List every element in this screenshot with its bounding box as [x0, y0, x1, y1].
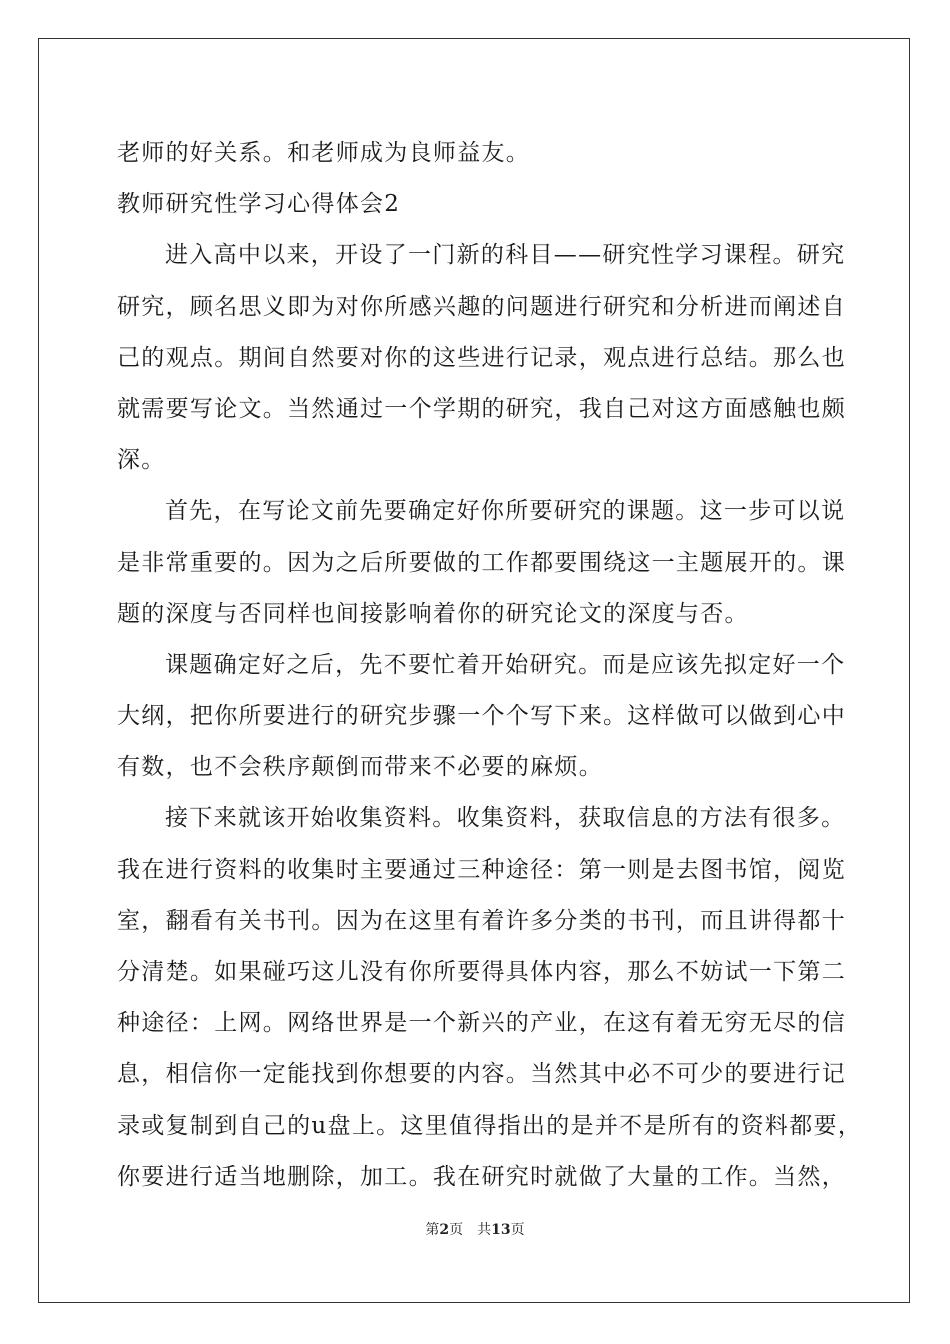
- footer-page-prefix: 第: [425, 1222, 440, 1238]
- text-line: 深。: [117, 447, 166, 474]
- text-line: 老师的好关系。和老师成为良师益友。: [117, 140, 531, 166]
- text-line: 是非常重要的。因为之后所要做的工作都要围绕这一主题展开的。课: [117, 549, 846, 576]
- text-line: 息，相信你一定能找到你想要的内容。当然其中必不可少的要进行记: [117, 1061, 846, 1088]
- text-line: 就需要写论文。当然通过一个学期的研究，我自己对这方面感触也颇: [117, 395, 846, 422]
- document-body: [117, 128, 863, 1203]
- text-line: 教师研究性学习心得体会2: [117, 191, 401, 218]
- text-line: 进入高中以来，开设了一门新的科目——研究性学习课程。研究: [165, 242, 846, 269]
- text-line: 室，翻看有关书刊。因为在这里有着许多分类的书刊，而且讲得都十: [117, 907, 846, 934]
- text-line: 录或复制到自己的u盘上。这里值得指出的是并不是所有的资料都要，: [117, 1112, 863, 1139]
- text-line: 首先，在写论文前先要确定好你所要研究的课题。这一步可以说: [165, 498, 846, 525]
- text-line: 课题确定好之后，先不要忙着开始研究。而是应该先拟定好一个: [165, 651, 846, 678]
- footer-total-suffix: 页: [510, 1222, 525, 1238]
- page-footer: [0, 1219, 950, 1239]
- footer-total-prefix: 共: [477, 1222, 492, 1238]
- text-line: 你要进行适当地删除，加工。我在研究时就做了大量的工作。当然，: [117, 1163, 846, 1190]
- text-line: 我在进行资料的收集时主要通过三种途径：第一则是去图书馆，阅览: [117, 856, 846, 883]
- text-line: 分清楚。如果碰巧这儿没有你所要得具体内容，那么不妨试一下第二: [117, 959, 846, 985]
- text-line: 接下来就该开始收集资料。收集资料，获取信息的方法有很多。: [165, 805, 846, 832]
- text-line: 题的深度与否同样也间接影响着你的研究论文的深度与否。: [117, 600, 749, 627]
- footer-total-pages: 13: [491, 1222, 511, 1238]
- text-line: 有数，也不会秩序颠倒而带来不必要的麻烦。: [117, 754, 603, 781]
- footer-page-suffix: 页: [449, 1222, 464, 1238]
- text-line: 大纲，把你所要进行的研究步骤一个个写下来。这样做可以做到心中: [117, 703, 846, 730]
- text-line: 种途径：上网。网络世界是一个新兴的产业，在这有着无穷无尽的信: [117, 1010, 846, 1037]
- text-line: 己的观点。期间自然要对你的这些进行记录，观点进行总结。那么也: [117, 344, 846, 371]
- footer-page-number: 2: [439, 1222, 450, 1238]
- text-line: 研究，顾名思义即为对你所感兴趣的问题进行研究和分析进而阐述自: [117, 293, 846, 320]
